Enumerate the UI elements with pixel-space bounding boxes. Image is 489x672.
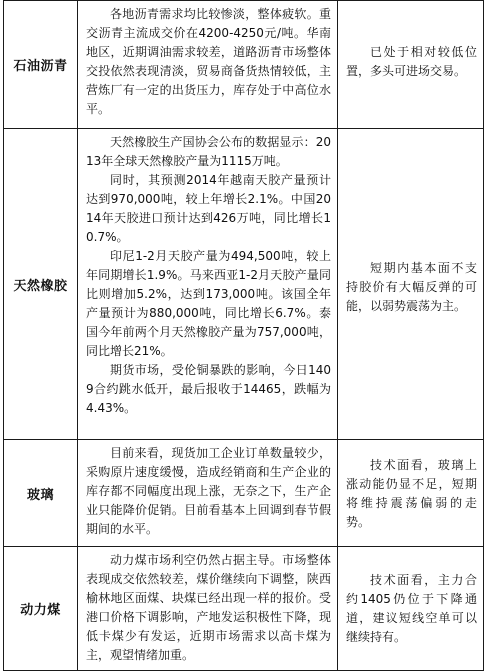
commodity-name: 动力煤	[4, 547, 78, 671]
analysis-paragraph: 期货市场，受伦铜暴跌的影响，今日1409合约跳水低开，最后报收于14465，跌幅为4.43%。	[86, 363, 331, 415]
view-text: 技术面看，主力合约1405仍位于下降通道，建议短线空单可以继续持有。	[346, 573, 477, 644]
analysis-cell	[78, 129, 338, 440]
analysis-paragraph: 同时，其预测2014年越南天胶产量预计达到970,000吨，较上年增长2.1%。中国2014年天胶进口预计达到426万吨，同比增长10.7%。	[86, 173, 331, 244]
analysis-paragraph: 天然橡胶生产国协会公布的数据显示：2013年全球天然橡胶产量为1115万吨。	[86, 135, 331, 168]
view-cell	[338, 129, 484, 440]
table-row-rubber	[4, 129, 484, 440]
commodity-name: 玻璃	[4, 440, 78, 547]
commodity-name: 天然橡胶	[4, 129, 78, 440]
analysis-paragraph: 动力煤市场利空仍然占据主导。市场整体表现成交依然较差，煤价继续向下调整，陕西榆林地区面煤、块煤已经出现一样的报价。受港口价格下调影响，产地发运积极性下降，现低卡煤少有发运，近期市场需求以高卡煤为主，观望情绪加重。	[86, 553, 331, 662]
commodity-name: 石油沥青	[4, 1, 78, 129]
analysis-paragraph: 各地沥青需求均比较惨淡，整体疲软。重交沥青主流成交价在4200-4250元/吨。华南地区，近期调油需求较差，道路沥青市场整体交投依然表现清淡，贸易商备货热情较低，主营炼厂有一定的出货压力，库存处于中高位水平。	[86, 7, 331, 116]
table-row-glass	[4, 440, 484, 547]
analysis-paragraph: 目前来看，现货加工企业订单数量较少，采购原片速度缓慢，造成经销商和生产企业的库存都不同幅度出现上涨，无奈之下，生产企业只能降价促销。目前看基本上回调到春节假期间的水平。	[86, 446, 331, 536]
view-text: 短期内基本面不支持胶价有大幅反弹的可能，以弱势震荡为主。	[346, 261, 477, 313]
view-text: 技术面看，玻璃上涨动能仍显不足，短期将维持震荡偏弱的走势。	[346, 458, 477, 529]
view-cell	[338, 440, 484, 547]
analysis-cell	[78, 1, 338, 129]
view-cell	[338, 547, 484, 671]
market-commentary-table	[3, 0, 484, 671]
view-text: 已处于相对较低位置，多头可进场交易。	[346, 45, 477, 78]
analysis-cell	[78, 440, 338, 547]
analysis-paragraph: 印尼1-2月天胶产量为494,500吨，较上年同期增长1.9%。马来西亚1-2月天胶产量同比则增加5.2%，达到173,000吨。该国全年产量预计为880,000吨，同比增长6.7%。泰国今年前两个月天然橡胶产量为757,000吨，同比增长21%。	[86, 249, 331, 358]
view-cell	[338, 1, 484, 129]
analysis-cell	[78, 547, 338, 671]
table-row-asphalt	[4, 1, 484, 129]
table-row-thermal-coal	[4, 547, 484, 671]
